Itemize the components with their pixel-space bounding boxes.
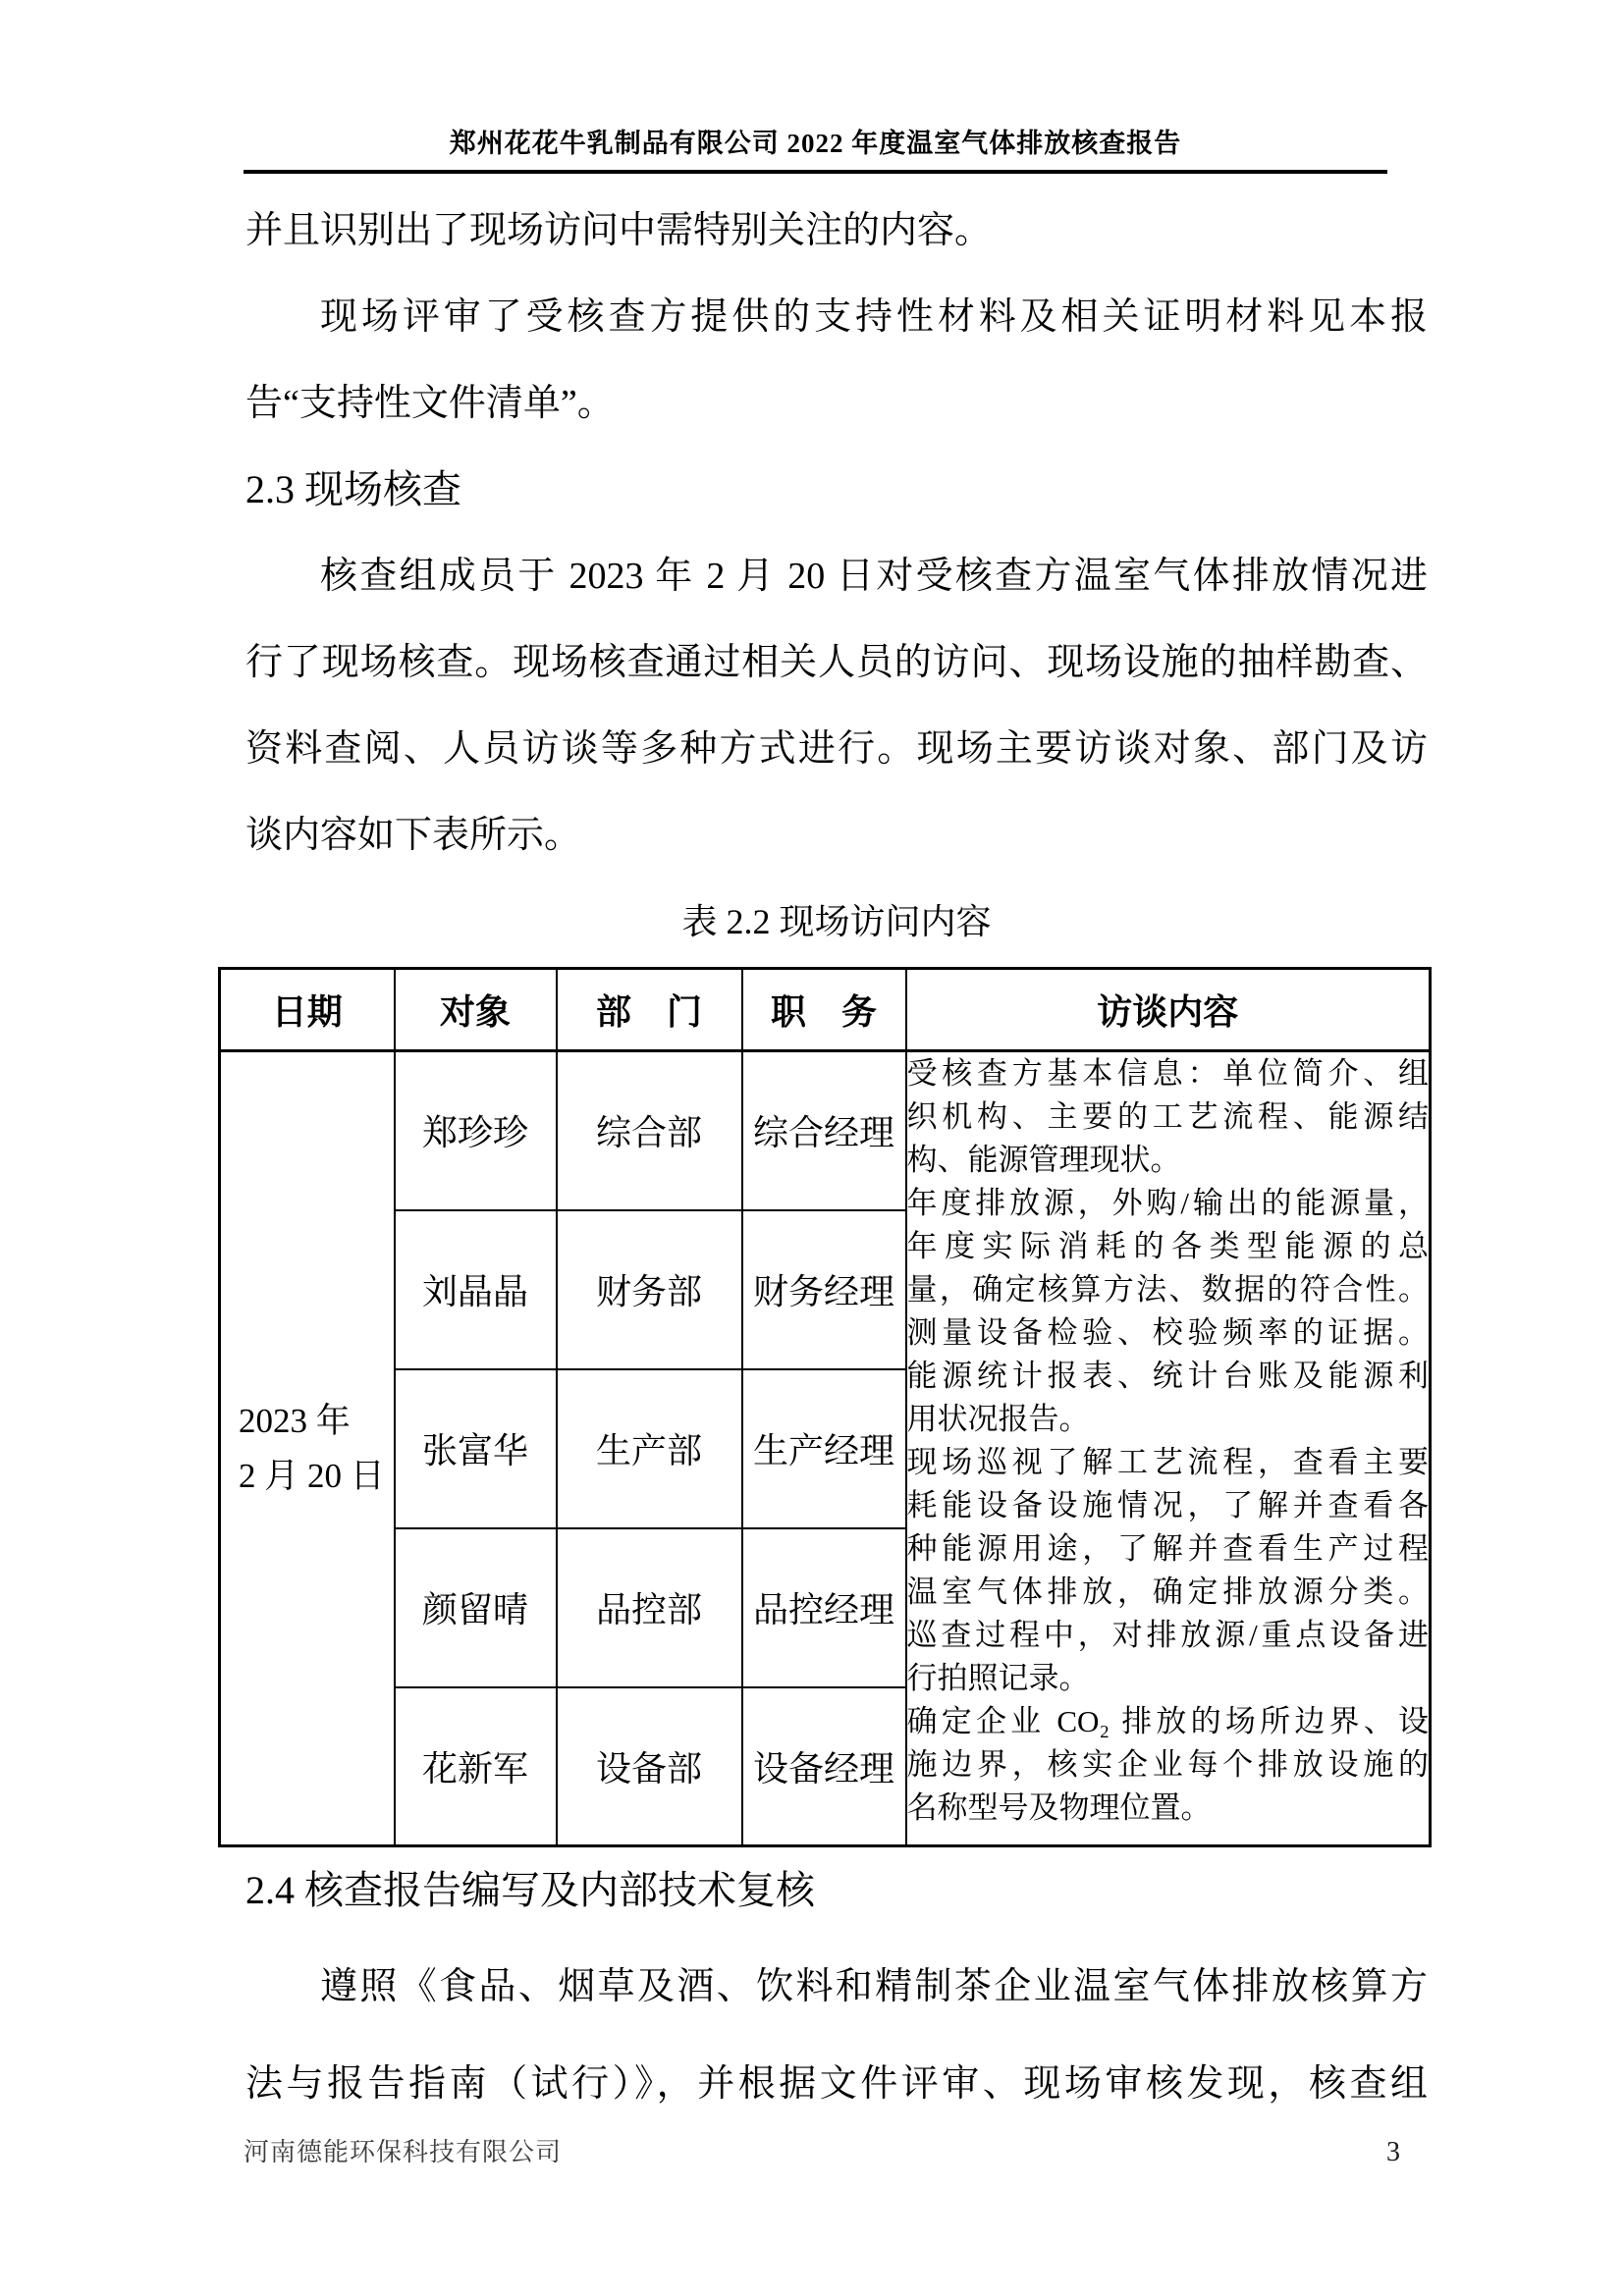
body-line: 法与报告指南（试行）》，并根据文件评审、现场审核发现，核查组 [245,2063,1428,2105]
interview-line: 用状况报告。 [906,1402,1090,1436]
department-cell: 财务部 [557,1210,742,1369]
title-cell: 生产经理 [742,1369,906,1528]
interview-line: 行拍照记录。 [906,1661,1090,1695]
body-line: 遵照《食品、烟草及酒、饮料和精制茶企业温室气体排放核算方 [320,1966,1428,2007]
body-line: 谈内容如下表所示。 [245,815,582,856]
interview-line: 受核查方基本信息：单位简介、组 [906,1056,1429,1091]
department-cell: 品控部 [557,1528,742,1687]
interview-line: 确定企业 CO₂ 排放的场所边界、设 [906,1704,1429,1738]
person-cell: 郑珍珍 [395,1051,557,1210]
section-heading-2-3: 2.3 现场核查 [245,467,461,511]
interview-line: 施边界，核实企业每个排放设施的 [906,1747,1429,1782]
table-caption: 表 2.2 现场访问内容 [681,902,992,941]
table-header-row [220,969,1431,1051]
running-header-title: 郑州花花牛乳制品有限公司 2022 年度温室气体排放核查报告 [449,129,1182,158]
col-header-title: 职 务 [742,969,906,1051]
body-line: 行了现场核查。现场核查通过相关人员的访问、现场设施的抽样勘查、 [245,642,1428,683]
title-cell: 财务经理 [742,1210,906,1369]
interview-content-cell [906,1051,1431,1846]
interview-line: 测量设备检验、校验频率的证据。 [906,1315,1429,1350]
interview-line: 种能源用途，了解并查看生产过程 [906,1531,1429,1566]
interview-line: 巡查过程中，对排放源/重点设备进 [906,1618,1429,1652]
department-cell: 综合部 [557,1051,742,1210]
body-line: 核查组成员于 2023 年 2 月 20 日对受核查方温室气体排放情况进 [320,556,1428,597]
date-line: 2 月 20 日 [239,1456,385,1495]
interview-line: 年度排放源，外购/输出的能源量， [906,1186,1429,1220]
body-line: 并且识别出了现场访问中需特别关注的内容。 [245,210,993,251]
title-cell: 品控经理 [742,1528,906,1687]
col-header-department: 部 门 [557,969,742,1051]
title-cell: 综合经理 [742,1051,906,1210]
body-line: 资料查阅、人员访谈等多种方式进行。现场主要访谈对象、部门及访 [245,728,1428,770]
interview-line: 现场巡视了解工艺流程，查看主要 [906,1445,1429,1479]
page-footer [244,2132,1400,2168]
title-cell: 设备经理 [742,1687,906,1846]
site-visit-table [218,967,1432,1847]
section-2-4 [245,1842,1428,2133]
col-header-person: 对象 [395,969,557,1051]
department-cell: 生产部 [557,1369,742,1528]
interview-line: 量，确定核算方法、数据的符合性。 [906,1272,1429,1307]
department-cell: 设备部 [557,1687,742,1846]
person-cell: 颜留晴 [395,1528,557,1687]
person-cell: 刘晶晶 [395,1210,557,1369]
header-rule [244,170,1387,174]
col-header-date: 日期 [220,969,395,1051]
person-cell: 张富华 [395,1369,557,1528]
interview-line: 温室气体排放，确定排放源分类。 [906,1575,1429,1609]
interview-line: 构、能源管理现状。 [906,1143,1181,1177]
page-number: 3 [1386,2137,1400,2167]
section-heading-2-4: 2.4 核查报告编写及内部技术复核 [245,1868,815,1912]
table-row [220,1051,1431,1210]
interview-line: 年度实际消耗的各类型能源的总 [906,1229,1429,1263]
date-cell [220,1051,395,1846]
interview-line: 能源统计报表、统计台账及能源利 [906,1359,1429,1393]
interview-line: 织机构、主要的工艺流程、能源结 [906,1099,1429,1134]
body-line: 现场评审了受核查方提供的支持性材料及相关证明材料见本报 [320,296,1428,338]
interview-line: 耗能设备设施情况，了解并查看各 [906,1488,1429,1522]
col-header-content: 访谈内容 [906,969,1431,1051]
body-line: 告“支持性文件清单”。 [245,383,615,424]
date-line: 2023 年 [239,1401,351,1440]
interview-line: 名称型号及物理位置。 [906,1790,1212,1825]
body-text [245,187,1428,965]
footer-company-name: 河南德能环保科技有限公司 [244,2138,563,2166]
person-cell: 花新军 [395,1687,557,1846]
